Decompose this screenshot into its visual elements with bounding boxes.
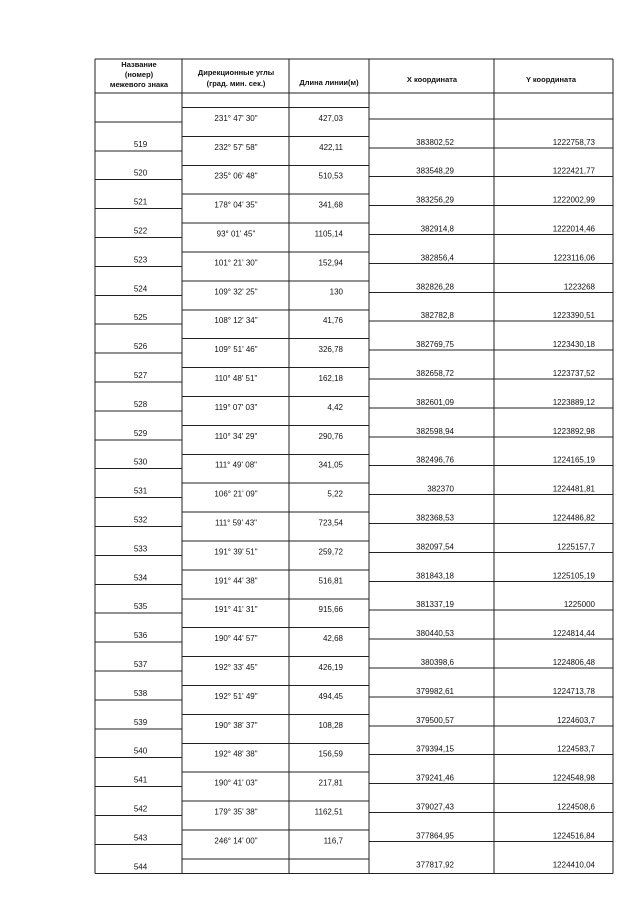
point-y: 1222002,99 bbox=[552, 195, 595, 205]
point-name: 524 bbox=[133, 284, 148, 294]
point-name: 539 bbox=[133, 717, 148, 727]
segment-length: 516,81 bbox=[318, 576, 343, 586]
segment-length: 1105,14 bbox=[314, 229, 343, 239]
point-y: 1223430,18 bbox=[552, 340, 595, 350]
header-name-line-1: Название bbox=[121, 60, 157, 69]
point-x: 379241,46 bbox=[416, 773, 454, 783]
point-x: 379500,57 bbox=[416, 715, 454, 725]
point-x: 381843,18 bbox=[416, 571, 454, 581]
point-y: 1222014,46 bbox=[552, 224, 595, 234]
segment-length: 1162,51 bbox=[314, 807, 343, 817]
segment-angle: 109° 32' 25" bbox=[214, 287, 258, 297]
point-y: 1223390,51 bbox=[552, 311, 595, 321]
point-name: 541 bbox=[133, 775, 148, 785]
point-name: 543 bbox=[133, 833, 148, 843]
point-y: 1224508,6 bbox=[557, 802, 595, 812]
segment-length: 152,94 bbox=[318, 258, 343, 268]
point-y: 1224486,82 bbox=[552, 513, 595, 523]
segment-angle: 231° 47' 30" bbox=[214, 113, 258, 123]
segment-length: 915,66 bbox=[318, 605, 343, 615]
segment-length: 723,54 bbox=[318, 518, 343, 528]
point-y: 1225000 bbox=[563, 600, 595, 610]
point-x: 382097,54 bbox=[416, 542, 454, 552]
segment-angle: 106° 21' 09" bbox=[214, 489, 258, 499]
point-name: 528 bbox=[133, 399, 148, 409]
table-grid bbox=[95, 59, 613, 873]
header-name-line-2: (номер) bbox=[124, 70, 154, 79]
point-y: 1225105,19 bbox=[552, 571, 595, 581]
point-name: 522 bbox=[133, 226, 148, 236]
point-x: 382658,72 bbox=[416, 369, 454, 378]
segment-length: 4,42 bbox=[327, 402, 343, 412]
point-y: 1224814,44 bbox=[552, 629, 595, 639]
point-name: 533 bbox=[133, 544, 148, 554]
point-y: 1225157,7 bbox=[557, 542, 595, 552]
point-x: 382496,76 bbox=[416, 455, 454, 465]
segment-angle: 109° 51' 46" bbox=[214, 345, 258, 355]
point-x: 382826,28 bbox=[416, 282, 454, 292]
segment-angle: 192° 51' 49" bbox=[214, 691, 258, 701]
point-name: 542 bbox=[133, 804, 148, 814]
point-x: 379982,61 bbox=[416, 686, 454, 696]
segment-length: 217,81 bbox=[318, 778, 343, 788]
point-name: 536 bbox=[133, 631, 148, 641]
segment-angle: 119° 07' 03" bbox=[214, 402, 258, 412]
point-name: 526 bbox=[133, 342, 148, 352]
point-y: 1224165,19 bbox=[552, 455, 595, 465]
table-body bbox=[134, 114, 596, 871]
segment-length: 341,68 bbox=[318, 200, 343, 210]
point-name: 527 bbox=[133, 371, 148, 380]
point-name: 544 bbox=[133, 862, 148, 872]
point-name: 540 bbox=[133, 746, 148, 756]
segment-length: 510,53 bbox=[318, 171, 343, 181]
point-x: 382598,94 bbox=[416, 426, 454, 436]
point-y: 1223737,52 bbox=[552, 369, 595, 378]
segment-length: 156,59 bbox=[318, 749, 343, 759]
segment-angle: 93° 01' 45" bbox=[216, 229, 256, 239]
point-x: 382368,53 bbox=[416, 513, 454, 523]
segment-angle: 192° 33' 45" bbox=[214, 663, 258, 672]
segment-angle: 191° 44' 38" bbox=[214, 576, 258, 586]
point-y: 1223889,12 bbox=[552, 397, 595, 407]
segment-length: 116,7 bbox=[323, 836, 343, 846]
point-name: 532 bbox=[133, 515, 148, 525]
segment-length: 41,76 bbox=[322, 316, 343, 326]
point-x: 382769,75 bbox=[416, 340, 454, 350]
segment-angle: 190° 44' 57" bbox=[214, 634, 258, 644]
point-y: 1224583,7 bbox=[557, 744, 595, 754]
point-name: 523 bbox=[133, 255, 148, 265]
point-y: 1224713,78 bbox=[552, 686, 595, 696]
segment-length: 326,78 bbox=[318, 345, 343, 355]
point-y: 1223892,98 bbox=[552, 426, 595, 436]
point-y: 1224516,84 bbox=[552, 831, 595, 841]
point-x: 383548,29 bbox=[416, 166, 454, 176]
point-name: 520 bbox=[133, 168, 148, 178]
segment-length: 341,05 bbox=[318, 460, 343, 470]
segment-angle: 192° 48' 38" bbox=[214, 749, 258, 759]
point-x: 377817,92 bbox=[416, 860, 454, 870]
point-y: 1222421,77 bbox=[552, 166, 595, 176]
point-x: 379027,43 bbox=[416, 802, 454, 812]
segment-length: 5,22 bbox=[327, 489, 343, 499]
point-y: 1223116,06 bbox=[553, 253, 595, 263]
header-length: Длина линии(м) bbox=[299, 78, 359, 87]
point-name: 534 bbox=[133, 573, 148, 583]
point-y: 1224548,98 bbox=[552, 773, 595, 783]
point-x: 380440,53 bbox=[416, 629, 454, 639]
point-y: 1223268 bbox=[563, 282, 595, 292]
segment-angle: 246° 14' 00" bbox=[214, 836, 258, 846]
header-y: Y координата bbox=[525, 75, 577, 84]
point-x: 383802,52 bbox=[416, 137, 454, 147]
point-x: 382856,4 bbox=[420, 253, 454, 263]
header-name-line-3: межевого знака bbox=[109, 80, 169, 89]
point-y: 1224481,81 bbox=[552, 484, 595, 494]
header-angle-line-2: (град. мин. сек.) bbox=[206, 79, 266, 88]
segment-angle: 232° 57' 58" bbox=[214, 142, 258, 152]
point-x: 382914,8 bbox=[420, 224, 454, 234]
point-x: 379394,15 bbox=[416, 744, 454, 754]
segment-angle: 190° 38' 37" bbox=[214, 720, 258, 730]
segment-angle: 190° 41' 03" bbox=[214, 778, 258, 788]
segment-length: 42,68 bbox=[322, 634, 343, 644]
point-x: 380398,6 bbox=[420, 658, 454, 667]
segment-angle: 191° 41' 31" bbox=[214, 605, 258, 615]
point-name: 538 bbox=[133, 688, 148, 698]
point-name: 521 bbox=[133, 197, 148, 207]
segment-length: 108,28 bbox=[318, 720, 343, 730]
segment-angle: 110° 48' 51" bbox=[214, 374, 258, 383]
segment-length: 427,03 bbox=[318, 113, 343, 123]
table-header bbox=[110, 60, 577, 89]
segment-length: 162,18 bbox=[318, 374, 343, 383]
point-x: 381337,19 bbox=[416, 600, 454, 610]
segment-angle: 101° 21' 30" bbox=[214, 258, 258, 268]
point-x: 382370 bbox=[427, 484, 454, 494]
segment-length: 290,76 bbox=[318, 431, 343, 441]
segment-angle: 111° 59' 43" bbox=[215, 518, 257, 528]
point-y: 1224410,04 bbox=[552, 860, 595, 870]
point-x: 383256,29 bbox=[416, 195, 454, 205]
point-name: 531 bbox=[133, 486, 148, 496]
point-y: 1224603,7 bbox=[557, 715, 595, 725]
point-name: 519 bbox=[133, 139, 148, 149]
point-name: 525 bbox=[133, 313, 148, 323]
segment-angle: 178° 04' 35" bbox=[214, 200, 258, 210]
header-angle-line-1: Дирекционные углы bbox=[197, 68, 275, 77]
segment-angle: 179° 35' 38" bbox=[214, 807, 258, 817]
point-x: 382782,8 bbox=[420, 311, 454, 321]
point-x: 377864,95 bbox=[416, 831, 454, 841]
segment-angle: 111° 49' 08" bbox=[215, 460, 257, 470]
segment-angle: 108° 12' 34" bbox=[214, 316, 258, 326]
header-x: X координата bbox=[406, 75, 458, 84]
segment-length: 426,19 bbox=[318, 663, 343, 672]
segment-length: 259,72 bbox=[318, 547, 343, 557]
point-name: 530 bbox=[133, 457, 148, 467]
point-y: 1222758,73 bbox=[552, 137, 595, 147]
point-x: 382601,09 bbox=[416, 397, 454, 407]
point-y: 1224806,48 bbox=[552, 658, 595, 667]
segment-length: 494,45 bbox=[318, 691, 343, 701]
point-name: 529 bbox=[133, 428, 148, 438]
segment-length: 422,11 bbox=[319, 142, 343, 152]
segment-angle: 235° 06' 48" bbox=[214, 171, 258, 181]
point-name: 535 bbox=[133, 602, 148, 612]
segment-length: 130 bbox=[329, 287, 343, 297]
segment-angle: 191° 39' 51" bbox=[214, 547, 258, 557]
segment-angle: 110° 34' 29" bbox=[214, 431, 258, 441]
point-name: 537 bbox=[133, 660, 148, 669]
